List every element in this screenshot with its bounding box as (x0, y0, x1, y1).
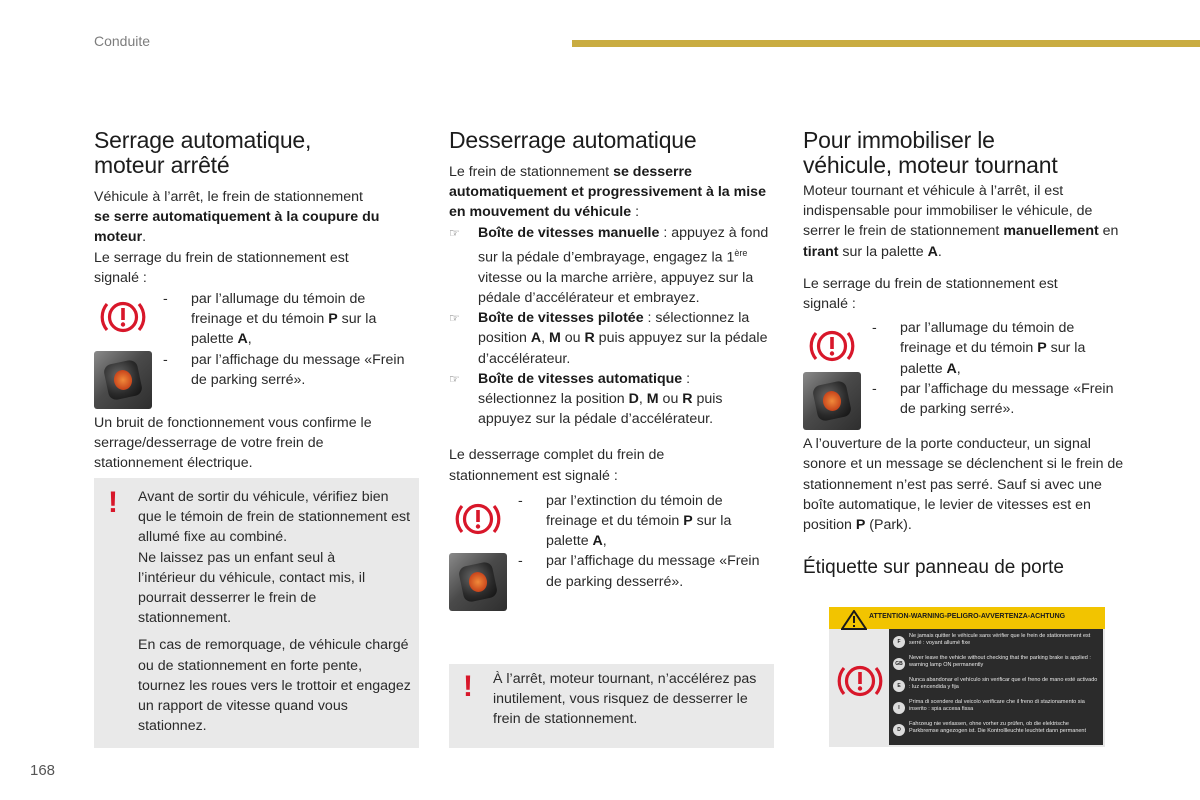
label-text-panel (889, 629, 1103, 745)
label-row: D Fahrzeug nie verlassen, ohne vorher zu prüfen, ob die elektrische Parkbremse angezogen ist. Die Kontrollleuchte leuchtet dann permanent (893, 721, 1099, 739)
column-desserrage-automatique (449, 128, 769, 615)
paragraph: Le serrage du frein de stationnement est signalé : (94, 249, 349, 286)
paragraph: Moteur tournant et véhicule à l’arrêt, il est indispensable pour immobiliser le véhicule, de serrer le frein de stationnement manuellement en tirant sur la palette A. (803, 183, 1119, 260)
label-header-text: ATTENTION-WARNING-PELIGRO-AVVERTENZA-ACHTUNG (869, 613, 1066, 620)
warning-text: À l’arrêt, moteur tournant, n’accélérez pas inutilement, vous risquez de desserrer le frein de stationnement. (493, 671, 757, 728)
hand-pointer-icon: ☞ (449, 371, 460, 386)
parking-brake-warning-icon (98, 295, 148, 339)
label-row: GB Never leave the vehicle without checking that the parking brake is applied : warning lamp ON permanently (893, 655, 1099, 673)
paragraph: A l’ouverture de la porte conducteur, un signal sonore et un message se déclenchent si le frein de stationnement n’est pas serré. Sauf si avec une boîte automatique, le levier de vitesses est en position P (Park). (803, 436, 1124, 534)
parking-brake-switch-image (449, 553, 507, 611)
list-item: ☞ Boîte de vitesses automatique : sélectionnez la position D, M ou R puis appuyez sur la pédale d’accélérateur. (449, 370, 723, 428)
paragraph: Véhicule à l’arrêt, le frein de stationnement se serre automatiquement à la coupure du moteur. (94, 189, 380, 246)
paragraph: Un bruit de fonctionnement vous confirme le serrage/desserrage de votre frein de stationnement électrique. (94, 415, 372, 472)
parking-brake-warning-icon (807, 324, 857, 368)
list-item: - par l’affichage du message «Frein de parking serré». (872, 380, 1114, 418)
column-immobiliser-vehicule (803, 128, 1133, 579)
label-row: E Nunca abandonar el vehículo sin verificar que el freno de mano esté activado : luz encendida y fija (893, 677, 1099, 695)
warning-box (449, 664, 774, 748)
header-accent-bar (572, 40, 1200, 47)
warning-text: Ne laissez pas un enfant seul à l’intérieur du véhicule, contact mis, il pourrait desserrer le frein de stationnement. (138, 549, 366, 627)
warning-text: En cas de remorquage, de véhicule chargé ou de stationnement en forte pente, tournez les roues vers le trottoir et engagez un rapport de vitesse quand vous stationnez. (138, 637, 411, 735)
list-item: - par l’allumage du témoin de freinage et du témoin P sur la palette A, (872, 320, 1086, 377)
signal-block (94, 289, 419, 413)
paragraph: Le serrage du frein de stationnement est signalé : (803, 275, 1058, 313)
warning-triangle-icon (841, 610, 867, 630)
section-title: Serrage automatique, moteur arrêté (94, 127, 312, 178)
signal-block (449, 491, 769, 615)
list-item: - par l’allumage du témoin de freinage et du témoin P sur la palette A, (163, 291, 377, 348)
paragraph: Le desserrage complet du frein de stationnement est signalé : (449, 447, 665, 484)
door-warning-label-image (829, 607, 1105, 747)
warning-icon: ! (108, 486, 118, 519)
signal-list (518, 491, 768, 592)
label-row: I Prima di scendere dal veicolo verificare che il freno di stazionamento sia inserito : spia accesa fissa (893, 699, 1099, 717)
parking-brake-warning-icon (453, 497, 503, 541)
page-number: 168 (30, 762, 56, 779)
section-label: Conduite (94, 33, 151, 49)
signal-list (163, 289, 413, 390)
section-title: Pour immobiliser le véhicule, moteur tournant (803, 127, 1058, 178)
gearbox-list (449, 223, 769, 430)
hand-pointer-icon: ☞ (449, 225, 460, 240)
list-item: ☞ Boîte de vitesses pilotée : sélectionnez la position A, M ou R puis appuyez sur la pédale d’accélérateur. (449, 310, 768, 367)
section-title: Desserrage automatique (449, 127, 697, 153)
signal-list (872, 318, 1122, 419)
hand-pointer-icon: ☞ (449, 311, 460, 326)
parking-brake-switch-image (803, 372, 861, 430)
warning-box (94, 478, 419, 748)
parking-brake-switch-image (94, 351, 152, 409)
warning-icon: ! (463, 670, 473, 703)
signal-block (803, 318, 1133, 442)
subsection-title: Étiquette sur panneau de porte (803, 557, 1064, 579)
parking-brake-warning-icon (835, 659, 885, 703)
list-item: - par l’affichage du message «Frein de parking serré». (163, 351, 405, 388)
label-row: F Ne jamais quitter le véhicule sans vérifier que le frein de stationnement est serré : voyant allumé fixe (893, 633, 1099, 651)
column-serrage-automatique (94, 128, 419, 474)
warning-text: Avant de sortir du véhicule, vérifiez bien que le témoin de frein de stationnement est allumé fixe au combiné. (138, 489, 411, 546)
list-item: - par l’extinction du témoin de freinage et du témoin P sur la palette A, (518, 492, 732, 550)
paragraph: Le frein de stationnement se desserre automatiquement et progressivement à la mise en mouvement du véhicule : (449, 164, 766, 221)
list-item: ☞ Boîte de vitesses manuelle : appuyez à fond sur la pédale d’embrayage, engagez la 1ère vitesse ou la marche arrière, appuyez sur la pédale d’accélérateur et embrayez. (449, 224, 769, 306)
list-item: - par l’affichage du message «Frein de parking desserré». (518, 553, 760, 590)
